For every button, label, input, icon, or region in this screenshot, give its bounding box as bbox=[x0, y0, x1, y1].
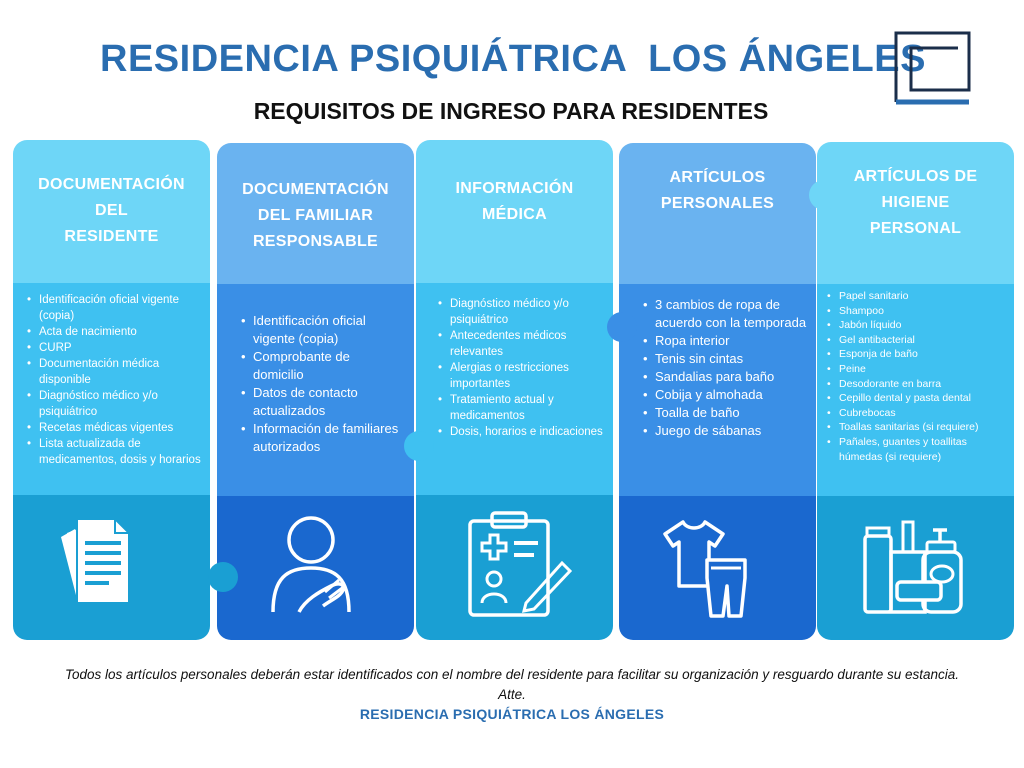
column-body bbox=[217, 284, 414, 496]
column-title: ARTÍCULOS DE HIGIENE PERSONAL bbox=[853, 168, 978, 237]
column-body bbox=[817, 284, 1014, 496]
column-title: INFORMACIÓN MÉDICA bbox=[455, 180, 574, 223]
logo-icon bbox=[893, 30, 973, 106]
documents-icon bbox=[53, 509, 153, 609]
list-item: • Recetas médicas vigentes bbox=[27, 420, 205, 436]
puzzle-connector bbox=[208, 562, 238, 592]
requirements-list bbox=[241, 312, 401, 456]
list-item: • Comprobante de domicilio bbox=[241, 348, 401, 384]
column-family-documents bbox=[217, 143, 414, 640]
list-item: • Información de familiares autorizados bbox=[241, 420, 401, 456]
footer-organization: RESIDENCIA PSIQUIÁTRICA LOS ÁNGELES bbox=[359, 706, 665, 722]
footer-note bbox=[20, 665, 1004, 705]
clothing-icon bbox=[661, 512, 751, 622]
list-item: • Cubrebocas bbox=[827, 406, 1005, 421]
footer-signoff: Atte. bbox=[498, 687, 526, 702]
list-item: • Dosis, horarios e indicaciones bbox=[438, 424, 606, 440]
column-footer bbox=[817, 496, 1014, 640]
column-title: DOCUMENTACIÓN DEL FAMILIAR RESPONSABLE bbox=[242, 181, 389, 250]
column-medical-information bbox=[416, 140, 613, 640]
list-item: • Diagnóstico médico y/o psiquiátrico bbox=[438, 296, 606, 328]
column-header bbox=[13, 140, 210, 283]
list-item: • Datos de contacto actualizados bbox=[241, 384, 401, 420]
puzzle-connector bbox=[607, 312, 637, 342]
list-item: • 3 cambios de ropa de acuerdo con la temporada bbox=[643, 296, 811, 332]
column-footer bbox=[619, 496, 816, 640]
column-body bbox=[13, 283, 210, 495]
requirements-list bbox=[827, 289, 1005, 464]
list-item: • Peine bbox=[827, 362, 1005, 377]
list-item: • Shampoo bbox=[827, 304, 1005, 319]
list-item: • Lista actualizada de medicamentos, dosis y horarios bbox=[27, 436, 205, 468]
column-personal-items bbox=[619, 143, 816, 640]
list-item: • Alergias o restricciones importantes bbox=[438, 360, 606, 392]
list-item: • Antecedentes médicos relevantes bbox=[438, 328, 606, 360]
list-item: • Toallas sanitarias (si requiere) bbox=[827, 420, 1005, 435]
column-footer bbox=[13, 495, 210, 640]
footer-note-text: Todos los artículos personales deberán estar identificados con el nombre del residente para facilitar su organización y resguardo durante su estancia. bbox=[64, 667, 960, 682]
column-hygiene-items bbox=[817, 142, 1014, 640]
list-item: • Identificación oficial vigente (copia) bbox=[241, 312, 401, 348]
medical-clipboard-icon bbox=[464, 507, 574, 619]
list-item: • Tratamiento actual y medicamentos bbox=[438, 392, 606, 424]
list-item: • Esponja de baño bbox=[827, 347, 1005, 362]
column-header bbox=[217, 143, 414, 284]
list-item: • Sandalias para baño bbox=[643, 368, 811, 386]
column-header bbox=[817, 142, 1014, 284]
requirements-list bbox=[438, 296, 606, 440]
list-item: • Diagnóstico médico y/o psiquiátrico bbox=[27, 388, 205, 420]
column-header bbox=[416, 140, 613, 283]
column-title: DOCUMENTACIÓN DEL RESIDENTE bbox=[38, 176, 185, 245]
list-item: • Jabón líquido bbox=[827, 318, 1005, 333]
list-item: • Cepillo dental y pasta dental bbox=[827, 391, 1005, 406]
column-body bbox=[416, 283, 613, 495]
person-hand-on-heart-icon bbox=[265, 508, 365, 618]
column-header bbox=[619, 143, 816, 284]
list-item: • Documentación médica disponible bbox=[27, 356, 205, 388]
hygiene-products-icon bbox=[861, 516, 965, 616]
puzzle-connector bbox=[404, 431, 434, 461]
requirements-list bbox=[643, 296, 811, 440]
list-item: • Acta de nacimiento bbox=[27, 324, 205, 340]
column-body bbox=[619, 284, 816, 496]
list-item: • Identificación oficial vigente (copia) bbox=[27, 292, 205, 324]
list-item: • Pañales, guantes y toallitas húmedas (si requiere) bbox=[827, 435, 1005, 464]
column-resident-documents bbox=[13, 140, 210, 640]
requirements-list bbox=[27, 292, 205, 468]
list-item: • Desodorante en barra bbox=[827, 377, 1005, 392]
list-item: • Papel sanitario bbox=[827, 289, 1005, 304]
column-footer bbox=[416, 495, 613, 640]
list-item: • Gel antibacterial bbox=[827, 333, 1005, 348]
page-subtitle: REQUISITOS DE INGRESO PARA RESIDENTES bbox=[253, 98, 769, 124]
column-footer bbox=[217, 496, 414, 640]
column-title: ARTÍCULOS PERSONALES bbox=[660, 169, 775, 212]
page-title: RESIDENCIA PSIQUIÁTRICA LOS ÁNGELES bbox=[100, 38, 926, 80]
list-item: • Ropa interior bbox=[643, 332, 811, 350]
list-item: • Juego de sábanas bbox=[643, 422, 811, 440]
list-item: • Cobija y almohada bbox=[643, 386, 811, 404]
puzzle-connector bbox=[809, 180, 839, 210]
list-item: • CURP bbox=[27, 340, 205, 356]
list-item: • Toalla de baño bbox=[643, 404, 811, 422]
list-item: • Tenis sin cintas bbox=[643, 350, 811, 368]
